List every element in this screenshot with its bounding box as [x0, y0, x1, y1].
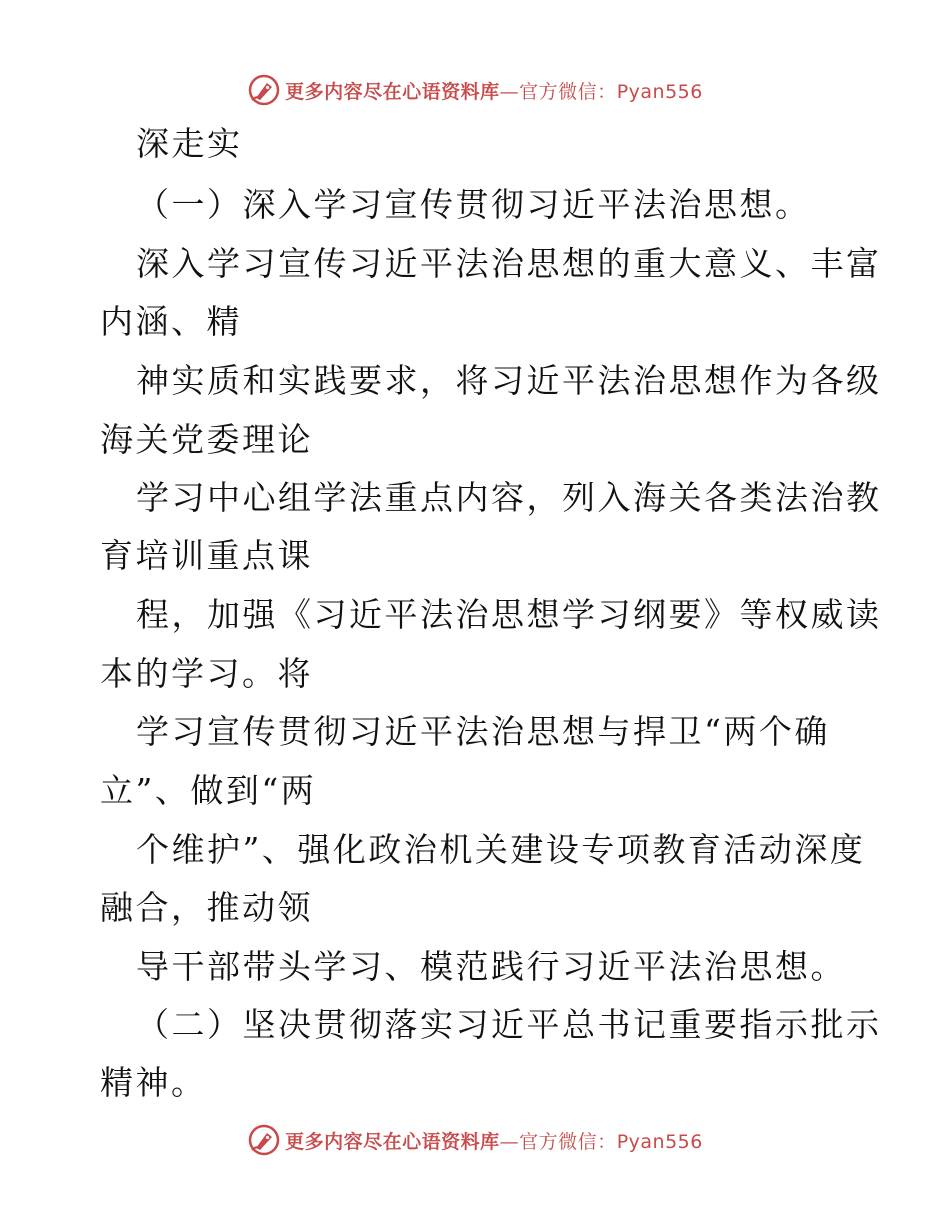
- section-heading-1: （一）深入学习宣传贯彻习近平法治思想。: [136, 185, 811, 224]
- section-heading-2: （二）坚决贯彻落实习近平总书记重要指示批示: [136, 1005, 882, 1044]
- watermark-wechat-handle: Pyan556: [616, 80, 703, 103]
- text-line: 深走实: [136, 124, 243, 163]
- footer-watermark: [0, 1118, 950, 1162]
- text-line: 学习宣传贯彻习近平法治思想与捍卫“两个确: [136, 712, 830, 751]
- watermark-separator: —: [499, 80, 520, 103]
- pen-nib-logo-icon: [247, 1123, 281, 1157]
- watermark-official-label: 官方微信：: [519, 1130, 617, 1153]
- text-line: 海关党委理论: [100, 420, 313, 459]
- watermark-site-text: 更多内容尽在心语资料库: [285, 1130, 500, 1153]
- text-line: 程，加强《习近平法治思想学习纲要》等权威读: [136, 595, 882, 634]
- pen-nib-logo-icon: [247, 73, 281, 107]
- watermark-site-text: 更多内容尽在心语资料库: [285, 80, 500, 103]
- text-line: 导干部带头学习、模范践行习近平法治思想。: [136, 947, 846, 986]
- text-line: 本的学习。将: [100, 654, 313, 693]
- text-line: 深入学习宣传习近平法治思想的重大意义、丰富: [136, 244, 882, 283]
- text-line: 精神。: [100, 1063, 207, 1102]
- watermark-separator: —: [499, 1130, 520, 1153]
- watermark-wechat-handle: Pyan556: [616, 1130, 703, 1153]
- watermark-official-label: 官方微信：: [519, 80, 617, 103]
- text-line: 个维护”、强化政治机关建设专项教育活动深度: [136, 830, 866, 869]
- text-line: 育培训重点课: [100, 536, 313, 575]
- text-line: 内涵、精: [100, 302, 242, 341]
- text-line: 融合，推动领: [100, 888, 313, 927]
- text-line: 学习中心组学法重点内容，列入海关各类法治教: [136, 478, 882, 517]
- header-watermark: [0, 68, 950, 112]
- text-line: 神实质和实践要求，将习近平法治思想作为各级: [136, 361, 882, 400]
- watermark-text: [285, 1127, 703, 1154]
- text-line: 立”、做到“两: [100, 771, 317, 810]
- watermark-text: [285, 77, 703, 104]
